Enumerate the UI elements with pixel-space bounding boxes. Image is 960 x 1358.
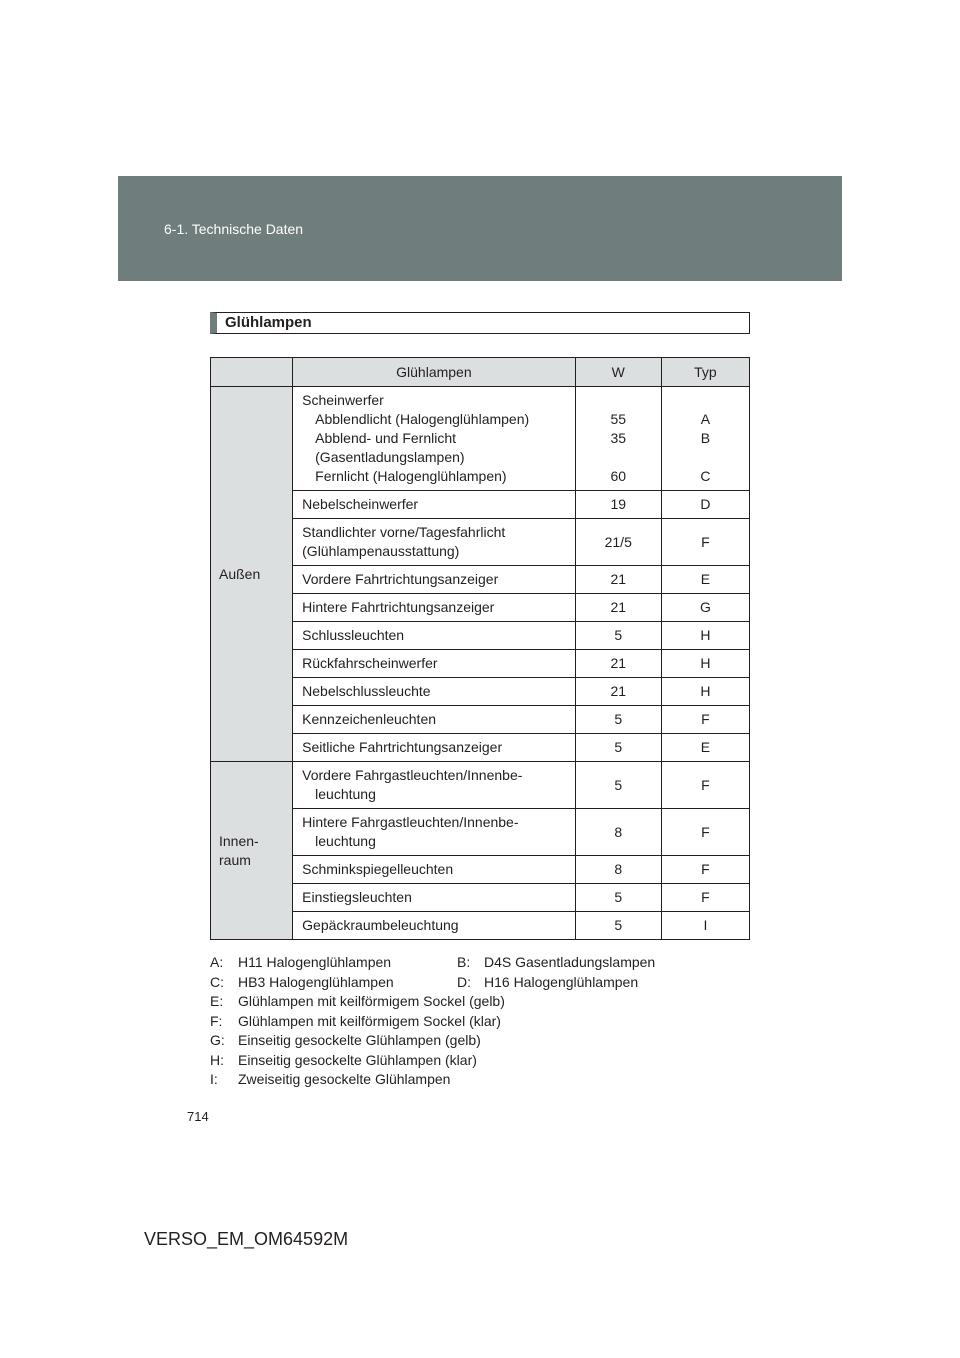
header-cell-empty <box>211 358 293 387</box>
category-interior: Innen- raum <box>211 762 293 940</box>
bulb-name: Nebelschlussleuchte <box>293 678 576 706</box>
bulb-watt: 5 <box>575 912 661 940</box>
bulb-name: Kennzeichenleuchten <box>293 706 576 734</box>
bulb-type: F <box>661 762 749 809</box>
bulb-type: H <box>661 678 749 706</box>
bulb-type: F <box>661 884 749 912</box>
bulb-watt: 21 <box>575 594 661 622</box>
table-row <box>211 762 750 809</box>
table-row <box>211 387 750 491</box>
bulb-watt: 5 <box>575 734 661 762</box>
bulb-name: Hintere Fahrtrichtungsanzeiger <box>293 594 576 622</box>
bulb-name: Nebelscheinwerfer <box>293 491 576 519</box>
bulb-type: E <box>661 734 749 762</box>
section-title: 6-1. Technische Daten <box>164 221 304 237</box>
bulb-watt: 21/5 <box>575 519 661 566</box>
bulb-watt: 5 <box>575 762 661 809</box>
bulb-type: G <box>661 594 749 622</box>
category-exterior: Außen <box>211 387 293 762</box>
bulb-watt: 21 <box>575 566 661 594</box>
bulb-type: H <box>661 622 749 650</box>
bulb-name: Hintere Fahrgastleuchten/Innenbe- leuchtung <box>293 809 576 856</box>
bulb-name: Schlussleuchten <box>293 622 576 650</box>
bulb-type: H <box>661 650 749 678</box>
bulb-name: Rückfahrscheinwerfer <box>293 650 576 678</box>
bulb-name: Schminkspiegelleuchten <box>293 856 576 884</box>
bulb-type: F <box>661 706 749 734</box>
bulb-name: Vordere Fahrgastleuchten/Innenbe- leuchtung <box>293 762 576 809</box>
header-cell-type: Typ <box>661 358 749 387</box>
header-cell-bulbs: Glühlampen <box>293 358 576 387</box>
bulb-watt: 5 <box>575 622 661 650</box>
table-header-row <box>211 358 750 387</box>
bulb-type: F <box>661 519 749 566</box>
bulb-name: Vordere Fahrtrichtungsanzeiger <box>293 566 576 594</box>
bulb-name: Gepäckraumbeleuchtung <box>293 912 576 940</box>
bulb-name: Standlichter vorne/Tagesfahrlicht (Glühlampenausstattung) <box>293 519 576 566</box>
bulb-watt: 19 <box>575 491 661 519</box>
bulb-type: F <box>661 809 749 856</box>
bulb-watt: 8 <box>575 856 661 884</box>
header-band <box>118 176 842 281</box>
bulb-watt: 55 35 60 <box>575 387 661 491</box>
page-number: 714 <box>187 1109 209 1124</box>
page-title: Glühlampen <box>210 312 750 334</box>
bulb-name: Scheinwerfer Abblendlicht (Halogenglühlampen) Abblend- und Fernlicht (Gasentladungslampen) Fernlicht (Halogenglühlampen) <box>293 387 576 491</box>
bulb-type: A B C <box>661 387 749 491</box>
bulb-type: F <box>661 856 749 884</box>
bulb-type: E <box>661 566 749 594</box>
bulb-name: Einstiegsleuchten <box>293 884 576 912</box>
bulb-watt: 21 <box>575 650 661 678</box>
bulb-type: D <box>661 491 749 519</box>
bulb-watt: 8 <box>575 809 661 856</box>
header-cell-watt: W <box>575 358 661 387</box>
bulb-table <box>210 357 750 940</box>
bulb-name: Seitliche Fahrtrichtungsanzeiger <box>293 734 576 762</box>
bulb-type: I <box>661 912 749 940</box>
bulb-watt: 21 <box>575 678 661 706</box>
bulb-watt: 5 <box>575 884 661 912</box>
bulb-watt: 5 <box>575 706 661 734</box>
document-code: VERSO_EM_OM64592M <box>144 1229 349 1249</box>
